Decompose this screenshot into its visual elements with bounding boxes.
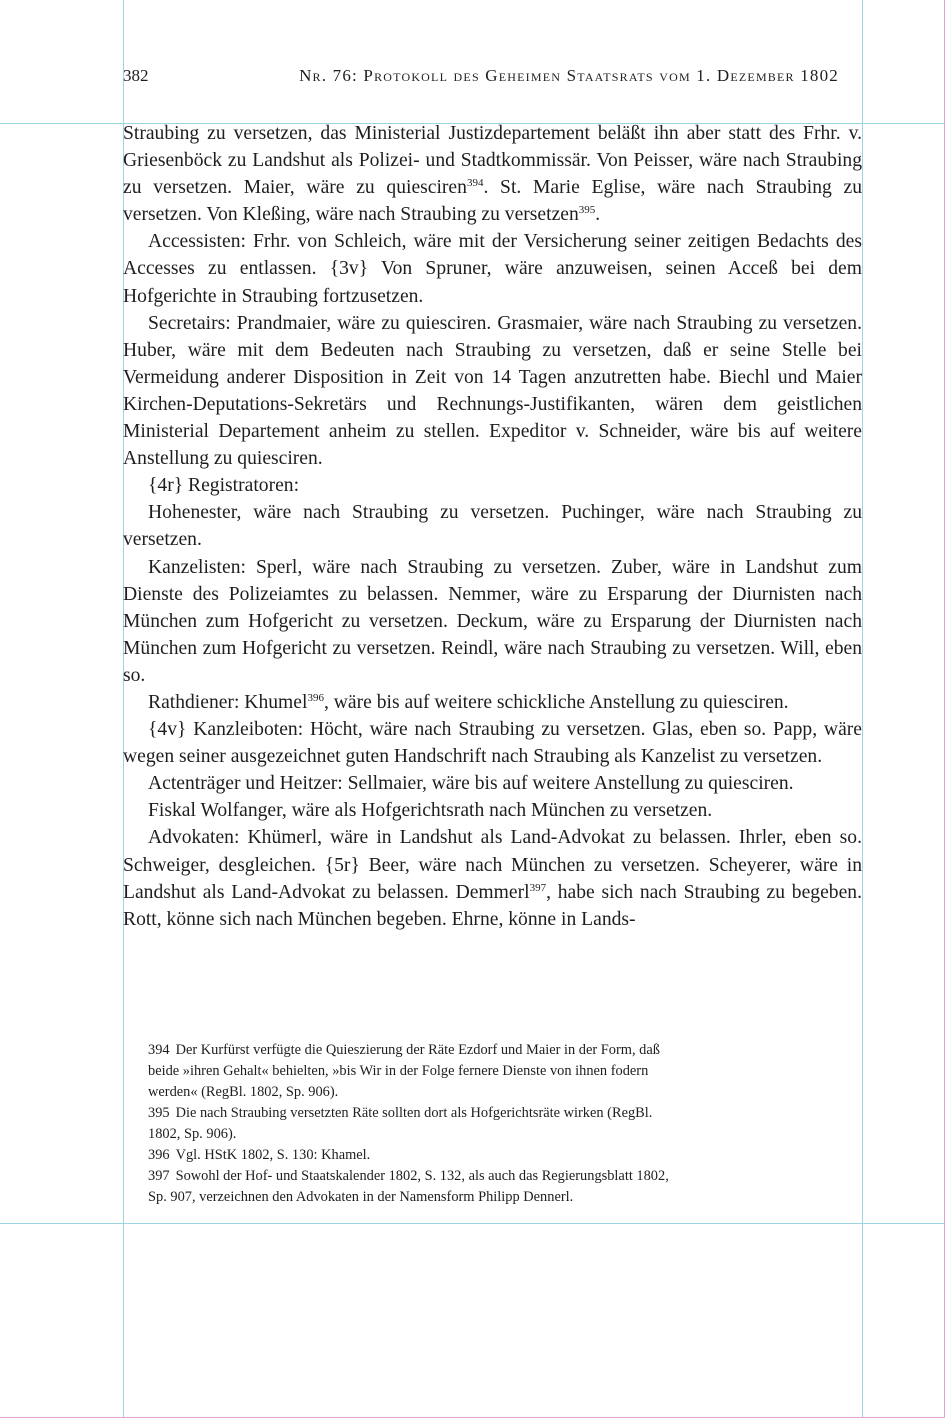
paragraph: Accessisten: Frhr. von Schleich, wäre mit der Versicherung seiner zeitigen Bedachts des Accesses zu entlassen. {3v} Von Spruner, wäre anzuweisen, seinen Acceß bei dem Hofgerichte in Straubing fortzusetzen. bbox=[123, 231, 862, 307]
footnotes bbox=[148, 1040, 678, 1208]
paragraph-text: . St. Marie Eglise, wäre nach Straubing zu versetzen. Von Kleßing, wäre nach Straubing zu versetzen bbox=[123, 177, 862, 226]
main-text bbox=[123, 120, 862, 933]
footnote-number: 396 bbox=[148, 1147, 170, 1163]
footnote-ref[interactable]: 395 bbox=[578, 204, 596, 217]
footnote-number: 397 bbox=[148, 1168, 170, 1184]
paragraph: Secretairs: Prandmaier, wäre zu quiesciren. Grasmaier, wäre nach Straubing zu versetzen. Huber, wäre mit dem Bedeuten nach Straubing zu versetzen, daß er seine Stelle bei Vermeidung anderer Disposition in Zeit von 14 Tagen anzutretten habe. Biechl und Maier Kirchen-Deputations-Sekretärs und Rechnungs-Justifikanten, wären dem geistlichen Ministerial Departement anheim zu stellen. Expeditor v. Schneider, wäre bis auf weitere Anstellung zu quiesciren. bbox=[123, 312, 862, 470]
paragraph: Actenträger und Heitzer: Sellmaier, wäre bis auf weitere Anstellung zu quiesciren. bbox=[148, 773, 794, 795]
page-header bbox=[123, 66, 863, 90]
running-head: Nr. 76: Protokoll des Geheimen Staatsrats vom 1. Dezember 1802 bbox=[299, 66, 839, 85]
paragraph bbox=[123, 120, 862, 228]
footnote-ref[interactable]: 394 bbox=[466, 177, 484, 190]
paragraph-text: Advokaten: Khümerl, wäre in Landshut als Land-Advokat zu belassen. Ihrler, eben so. Schweiger, desgleichen. {5r} Beer, wäre nach München zu versetzen. Scheyerer, wäre in Landshut als Land-Advokat zu belassen. Demmerl bbox=[123, 827, 862, 903]
paragraph: {4r} Registratoren: bbox=[148, 475, 300, 497]
footnote bbox=[148, 1040, 678, 1103]
footnote-text: Der Kurfürst verfügte die Quieszierung der Räte Ezdorf und Maier in der Form, daß beide »ihren Gehalt« behielten, »bis Wir in der Folge fernere Dienste von ihnen fodern werden« (RegBl. 1802, Sp. 906). bbox=[148, 1042, 660, 1100]
page-number: 382 bbox=[123, 66, 149, 85]
bottom-margin-guide bbox=[0, 1223, 945, 1224]
paragraph: Hohenester, wäre nach Straubing zu versetzen. Puchinger, wäre nach Straubing zu versetzen. bbox=[123, 502, 862, 551]
footnote-text: Vgl. HStK 1802, S. 130: Khamel. bbox=[175, 1147, 371, 1163]
paragraph: Kanzelisten: Sperl, wäre nach Straubing zu versetzen. Zuber, wäre in Landshut zum Dienste des Polizeiamtes zu belassen. Nemmer, wäre zu Ersparung der Diurnisten nach München zum Hofgericht zu versetzen. Deckum, wäre zu Ersparung der Diurnisten nach München zum Hofgericht zu versetzen. Reindl, wäre nach Straubing zu versetzen. Will, eben so. bbox=[123, 556, 862, 686]
right-margin-guide bbox=[862, 0, 863, 1418]
footnote-ref[interactable]: 397 bbox=[529, 881, 547, 894]
footnote-text: Sowohl der Hof- und Staatskalender 1802, S. 132, als auch das Regierungsblatt 1802, Sp. 907, verzeichnen den Advokaten in der Namensform Philipp Dennerl. bbox=[148, 1168, 669, 1205]
footnote bbox=[148, 1103, 678, 1145]
footnote-number: 395 bbox=[148, 1105, 170, 1121]
paragraph-text: . bbox=[595, 204, 601, 226]
paragraph: Fiskal Wolfanger, wäre als Hofgerichtsrath nach München zu versetzen. bbox=[148, 800, 713, 822]
footnote-ref[interactable]: 396 bbox=[307, 691, 324, 704]
footnote-text: Die nach Straubing versetzten Räte sollten dort als Hofgerichtsräte wirken (RegBl. 1802, Sp. 906). bbox=[148, 1105, 653, 1142]
footnote-number: 394 bbox=[148, 1042, 170, 1058]
paragraph-text: Straubing zu versetzen, das Ministerial Justizdepartement beläßt ihn aber statt des Frhr. v. Griesenböck zu Landshut als Polizei- und Stadtkommissär. Von Peisser, wäre nach Straubing zu versetzen. Maier, wäre zu quiesciren bbox=[123, 123, 862, 199]
paragraph bbox=[123, 689, 862, 716]
footnote bbox=[148, 1145, 678, 1166]
footnote bbox=[148, 1166, 678, 1208]
paragraph-text: , habe sich nach Straubing zu begeben. Rott, könne sich nach München begeben. Ehrne, könne in Lands- bbox=[123, 881, 862, 930]
paragraph-text: , wäre bis auf weitere schickliche Anstellung zu quiesciren. bbox=[323, 691, 789, 713]
paragraph: {4v} Kanzleiboten: Höcht, wäre nach Straubing zu versetzen. Glas, eben so. Papp, wäre wegen seiner ausgezeichnet guten Handschrift nach Straubing als Kanzelist zu versetzen. bbox=[123, 719, 862, 768]
paragraph bbox=[123, 824, 862, 932]
paragraph-text: Rathdiener: Khumel bbox=[148, 691, 308, 713]
